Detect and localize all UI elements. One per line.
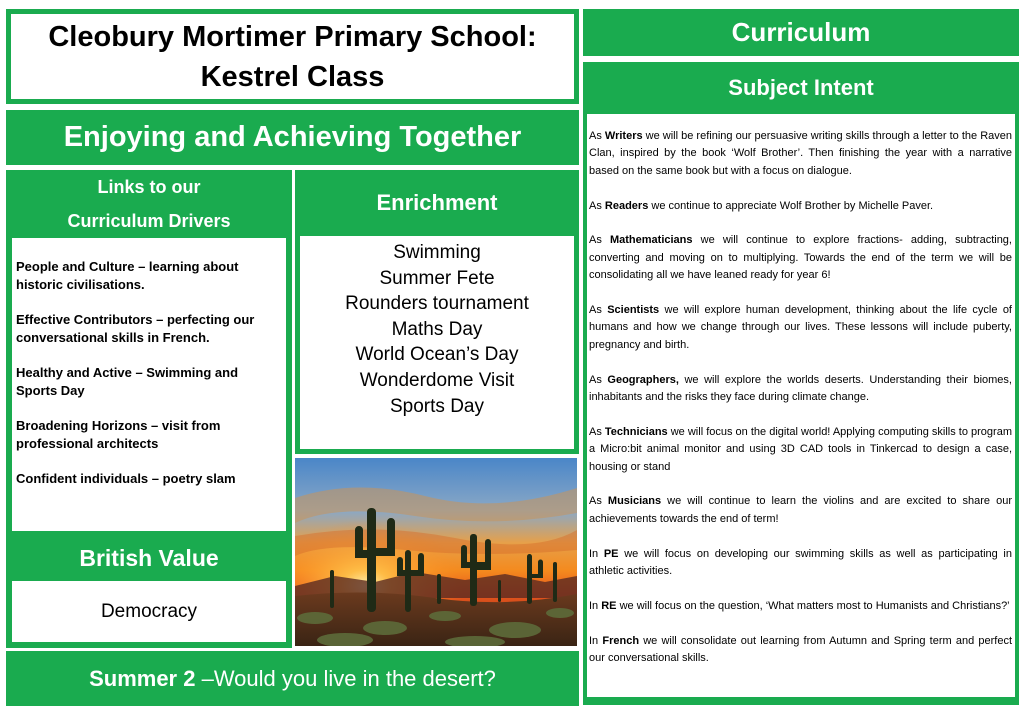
curriculum-drivers-heading — [12, 170, 286, 238]
title-panel — [6, 9, 579, 104]
intent-subject: Technicians — [604, 425, 668, 438]
drivers-heading-line-1: Links to our — [97, 177, 201, 197]
intent-prefix: As — [589, 495, 608, 508]
intent-text: we will explore human development, thinking about the life cycle of humans and how we change through our lives. These lessons will include puberty, pregnancy and birth. — [589, 304, 1012, 351]
title-line-1: Cleobury Mortimer Primary School: — [48, 20, 537, 53]
term-label: Summer 2 — [89, 666, 196, 691]
intent-paragraph — [589, 633, 1012, 668]
intent-paragraph — [589, 598, 1012, 615]
intent-text: we will explore the worlds deserts. Understanding their biomes, inhabitants and the risks they face during climate change. — [589, 373, 1012, 404]
driver-item: Effective Contributors – perfecting our conversational skills in French. — [16, 312, 255, 345]
intent-paragraph — [589, 424, 1012, 476]
enrichment-item: World Ocean’s Day — [355, 344, 519, 366]
summer-term-banner — [6, 651, 579, 706]
intent-prefix: In — [589, 547, 604, 560]
curriculum-heading: Curriculum — [583, 9, 1019, 56]
driver-item: Broadening Horizons – visit from professional architects — [16, 418, 221, 451]
page-title — [48, 17, 536, 97]
desert-sunset-illustration — [295, 458, 577, 646]
intent-prefix: In — [589, 634, 603, 647]
curriculum-drivers-list — [12, 238, 286, 531]
driver-item: Confident individuals – poetry slam — [16, 471, 236, 486]
intent-subject: French — [602, 634, 640, 647]
intent-text: we will continue to learn the violins and are excited to share our achievements towards the end of term! — [589, 495, 1012, 525]
intent-prefix: As — [589, 234, 610, 247]
intent-text: we will consolidate out learning from Autumn and Spring term and perfect our conversational skills. — [589, 634, 1012, 665]
intent-paragraph — [589, 302, 1012, 354]
intent-text: we continue to appreciate Wolf Brother by Michelle Paver. — [648, 199, 934, 212]
intent-paragraph — [589, 372, 1012, 407]
title-line-2: Kestrel Class — [200, 60, 385, 93]
intent-text: we will focus on the digital world! Applying computing skills to program a Micro:bit animal monitor and using 3D CAD tools in Tinkercad to design a case, housing or stand — [589, 425, 1012, 473]
title-inner — [11, 14, 574, 99]
motto-banner: Enjoying and Achieving Together — [6, 110, 579, 165]
curriculum-drivers-panel — [6, 170, 292, 535]
subject-intent-list — [587, 114, 1015, 697]
intent-paragraph — [589, 546, 1012, 581]
intent-text: we will focus on developing our swimming skills as well as participating in athletic activities. — [589, 547, 1012, 578]
desert-photo — [295, 458, 577, 646]
term-question: –Would you live in the desert? — [195, 666, 496, 691]
intent-subject: Readers — [604, 199, 649, 212]
intent-paragraph — [589, 128, 1012, 180]
enrichment-item: Summer Fete — [379, 267, 495, 289]
intent-subject: Mathematicians — [609, 234, 693, 247]
enrichment-list — [300, 236, 574, 449]
intent-prefix: As — [589, 373, 608, 386]
intent-text: we will be refining our persuasive writing skills through a letter to the Raven Clan, inspired by the book ‘Wolf Brother’. Then finishing the year with a narrative based on the same book but with a focus on dialogue. — [589, 130, 1012, 177]
driver-item: People and Culture – learning about historic civilisations. — [16, 259, 239, 292]
british-value-text: Democracy — [12, 581, 286, 642]
intent-paragraph — [589, 198, 1012, 215]
enrichment-panel — [295, 170, 579, 454]
british-value-panel — [6, 581, 292, 648]
intent-prefix: In — [589, 599, 602, 612]
intent-subject: Scientists — [607, 304, 660, 317]
intent-prefix: As — [589, 425, 605, 438]
intent-paragraph — [589, 493, 1012, 528]
enrichment-item: Maths Day — [391, 318, 483, 340]
intent-prefix: As — [589, 304, 608, 317]
intent-subject: PE — [603, 547, 619, 560]
intent-prefix: As — [589, 130, 605, 142]
intent-prefix: As — [589, 199, 605, 212]
intent-paragraph — [589, 232, 1012, 284]
british-value-heading: British Value — [6, 535, 292, 581]
drivers-heading-line-2: Curriculum Drivers — [67, 211, 231, 231]
enrichment-item: Sports Day — [390, 395, 484, 417]
enrichment-item: Rounders tournament — [345, 293, 529, 315]
enrichment-item: Wonderdome Visit — [359, 369, 515, 391]
intent-subject: RE — [601, 599, 617, 612]
enrichment-item: Swimming — [393, 242, 481, 263]
intent-text: we will continue to explore fractions- adding, subtracting, converting and moving on to multiplying. Towards the end of the term we will be consolidating all we have leaned ready for year 6! — [589, 234, 1012, 282]
intent-text: we will focus on the question, ‘What matters most to Humanists and Christians?’ — [616, 599, 1010, 612]
intent-subject: Geographers, — [607, 373, 679, 386]
driver-item: Healthy and Active – Swimming and Sports Day — [16, 365, 239, 398]
subject-intent-panel — [583, 62, 1019, 705]
enrichment-heading: Enrichment — [376, 190, 498, 215]
intent-subject: Writers — [604, 130, 643, 142]
subject-intent-heading: Subject Intent — [728, 75, 874, 100]
intent-subject: Musicians — [607, 495, 662, 508]
